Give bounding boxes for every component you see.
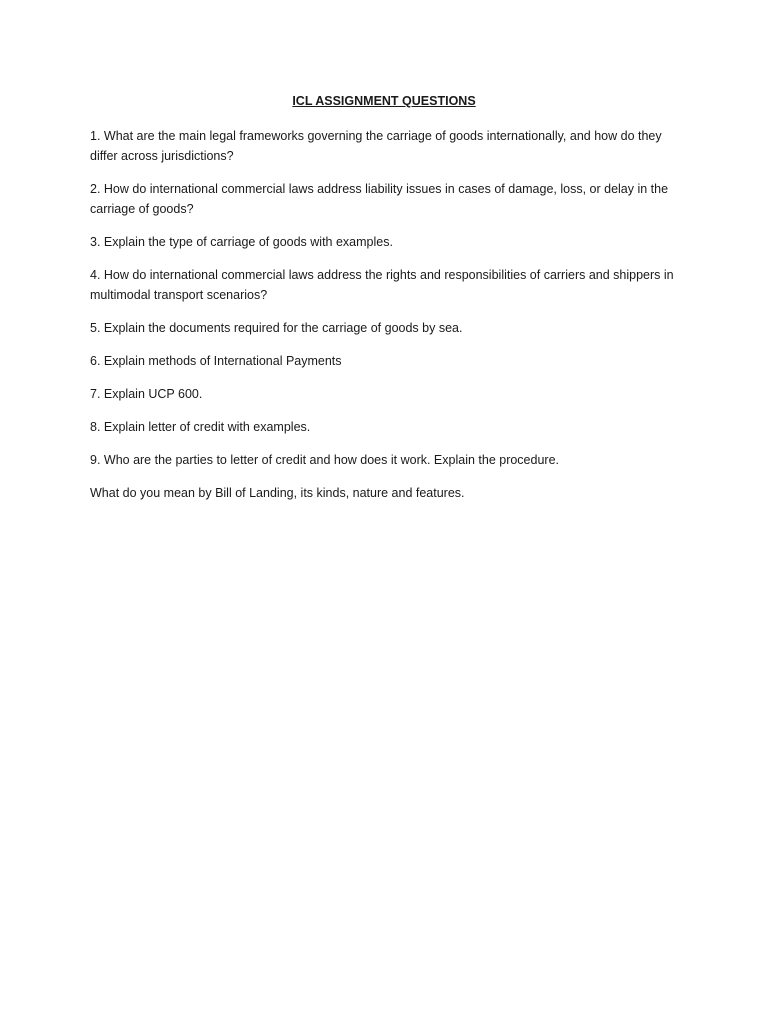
question-item: 3. Explain the type of carriage of goods with examples. xyxy=(90,235,393,249)
question-item: 9. Who are the parties to letter of credit and how does it work. Explain the procedure. xyxy=(90,453,560,467)
question-item: 7. Explain UCP 600. xyxy=(90,387,203,401)
question-list xyxy=(90,126,686,516)
question-item: 4. How do international commercial laws address the rights and responsibilities of carriers and shippers in multimodal transport scenarios? xyxy=(90,268,674,302)
question-item: 6. Explain methods of International Payments xyxy=(90,354,342,368)
question-item: 8. Explain letter of credit with examples. xyxy=(90,420,311,434)
question-item: What do you mean by Bill of Landing, its kinds, nature and features. xyxy=(90,486,465,500)
question-item: 5. Explain the documents required for the carriage of goods by sea. xyxy=(90,321,463,335)
document-title: ICL ASSIGNMENT QUESTIONS xyxy=(292,94,476,108)
question-item: 2. How do international commercial laws address liability issues in cases of damage, loss, or delay in the carriage of goods? xyxy=(90,182,669,216)
question-item: 1. What are the main legal frameworks governing the carriage of goods internationally, and how do they differ across jurisdictions? xyxy=(90,129,662,163)
